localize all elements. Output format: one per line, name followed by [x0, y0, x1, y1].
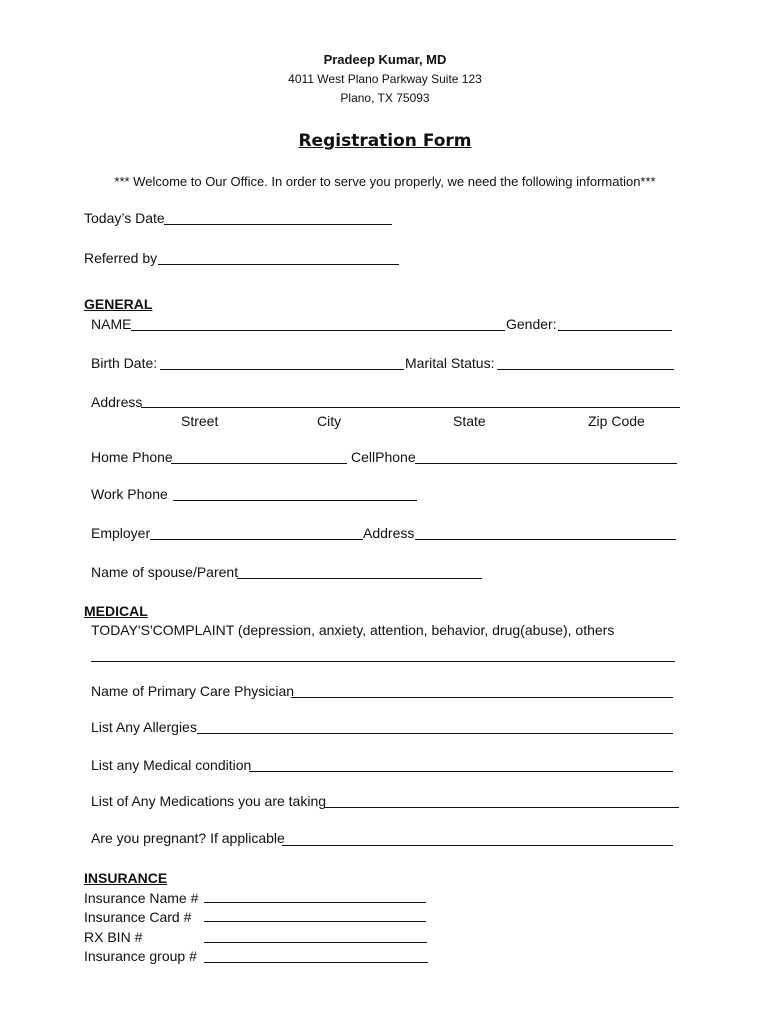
insurance-name-field[interactable] [204, 902, 426, 903]
medical-heading: MEDICAL [84, 603, 148, 619]
medications-field[interactable] [324, 807, 679, 808]
employer-address-field[interactable] [415, 539, 676, 540]
spouse-field[interactable] [237, 578, 482, 579]
pregnant-field[interactable] [282, 845, 673, 846]
allergies-label: List Any Allergies [91, 719, 197, 735]
cell-phone-label: CellPhone [351, 449, 416, 465]
doctor-name: Pradeep Kumar, MD [323, 52, 447, 67]
work-phone-label: Work Phone [91, 486, 168, 502]
complaint-field[interactable] [91, 661, 675, 662]
insurance-card-field[interactable] [204, 921, 426, 922]
city-caption: City [317, 413, 342, 429]
address-field[interactable] [141, 407, 680, 408]
complaint-label: TODAY'S'COMPLAINT (depression, anxiety, attention, behavior, drug(abuse), others [91, 622, 615, 638]
name-field[interactable] [131, 330, 505, 331]
employer-label: Employer [91, 525, 151, 541]
conditions-field[interactable] [249, 771, 673, 772]
birth-date-field[interactable] [160, 369, 404, 370]
todays-date-label: Today’s Date [84, 210, 165, 226]
rx-bin-field[interactable] [204, 942, 427, 943]
medications-label: List of Any Medications you are taking [91, 793, 327, 809]
pregnant-label: Are you pregnant? If applicable [91, 830, 285, 846]
spouse-label: Name of spouse/Parent [91, 564, 239, 580]
marital-status-field[interactable] [497, 369, 674, 370]
marital-status-label: Marital Status: [405, 355, 495, 371]
cell-phone-field[interactable] [415, 463, 677, 464]
street-caption: Street [181, 413, 219, 429]
insurance-name-label: Insurance Name # [84, 890, 199, 906]
state-caption: State [453, 413, 486, 429]
address-line-2: Plano, TX 75093 [340, 91, 430, 105]
birth-date-label: Birth Date: [91, 355, 158, 371]
insurance-heading: INSURANCE [84, 870, 168, 886]
insurance-group-field[interactable] [204, 962, 428, 963]
pcp-label: Name of Primary Care Physician [91, 683, 295, 699]
insurance-card-label: Insurance Card # [84, 909, 192, 925]
general-heading: GENERAL [84, 296, 153, 312]
employer-address-label: Address [363, 525, 415, 541]
referred-by-label: Referred by [84, 250, 158, 266]
form-title: Registration Form [298, 131, 472, 151]
referred-by-field[interactable] [158, 264, 399, 265]
gender-label: Gender: [506, 316, 557, 332]
employer-field[interactable] [150, 539, 363, 540]
insurance-group-label: Insurance group # [84, 948, 197, 964]
address-label: Address [91, 394, 143, 410]
zip-caption: Zip Code [588, 413, 645, 429]
name-label: NAME [91, 316, 132, 332]
rx-bin-label: RX BIN # [84, 929, 143, 945]
todays-date-field[interactable] [164, 224, 392, 225]
welcome-text: *** Welcome to Our Office. In order to serve you properly, we need the following information*** [114, 174, 656, 189]
gender-field[interactable] [558, 330, 672, 331]
conditions-label: List any Medical condition [91, 757, 252, 773]
allergies-field[interactable] [197, 733, 673, 734]
address-line-1: 4011 West Plano Parkway Suite 123 [288, 72, 482, 86]
work-phone-field[interactable] [173, 500, 417, 501]
pcp-field[interactable] [291, 697, 673, 698]
home-phone-label: Home Phone [91, 449, 173, 465]
home-phone-field[interactable] [171, 463, 347, 464]
